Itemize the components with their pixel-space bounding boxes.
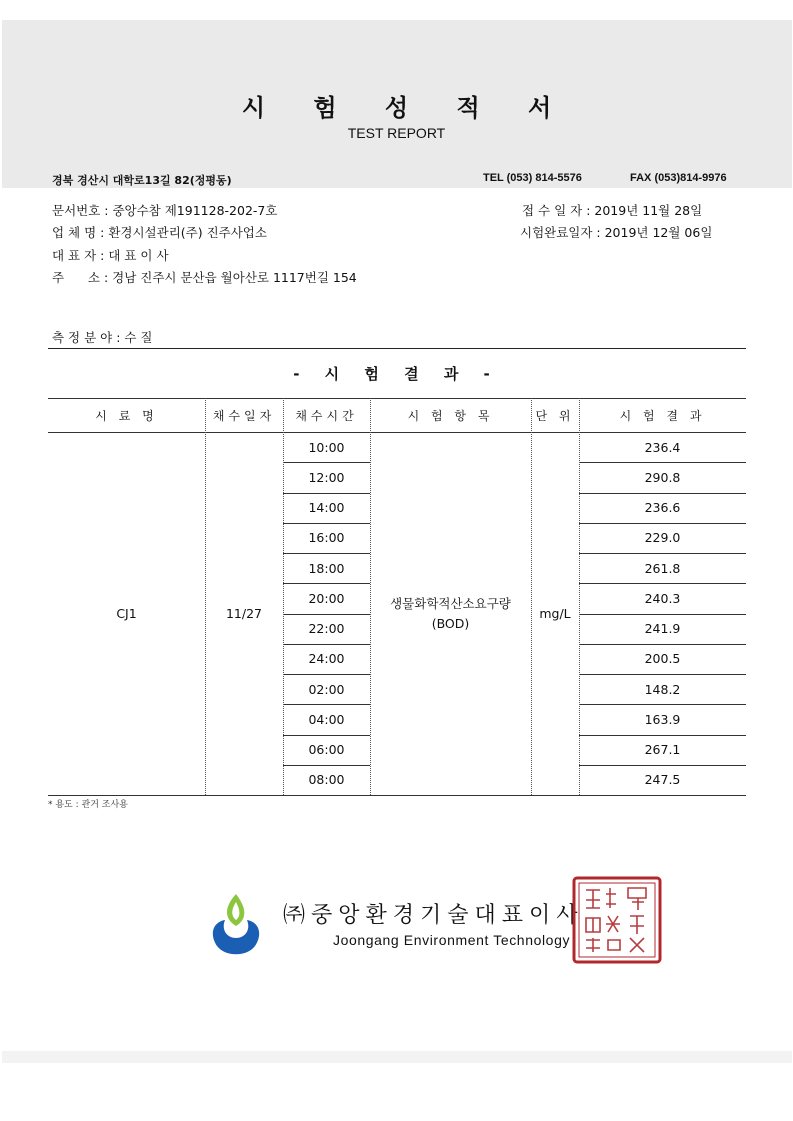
company-name-en: Joongang Environment Technology bbox=[333, 932, 571, 948]
lab-tel: TEL (053) 814-5576 bbox=[483, 172, 582, 184]
column-header: 시 험 결 과 bbox=[619, 408, 706, 423]
test-item-code: (BOD) bbox=[431, 615, 470, 631]
sampling-time: 06:00 bbox=[308, 742, 345, 758]
company-logo-icon bbox=[205, 890, 267, 960]
column-header: 채수시간 bbox=[295, 408, 358, 423]
lab-fax: FAX (053)814-9976 bbox=[630, 172, 727, 184]
sampling-time: 04:00 bbox=[308, 711, 345, 727]
test-result: 229.0 bbox=[644, 530, 681, 546]
test-result: 163.9 bbox=[644, 711, 681, 727]
report-title-en: TEST REPORT bbox=[347, 125, 446, 141]
test-result: 241.9 bbox=[644, 621, 681, 637]
test-result: 290.8 bbox=[644, 469, 681, 485]
completed-date: 시험완료일자 : 2019년 12월 06일 bbox=[520, 225, 713, 240]
lab-address: 경북 경산시 대학로13길 82(정평동) bbox=[52, 174, 232, 187]
footnote: * 용도 : 관거 조사용 bbox=[48, 800, 128, 810]
client-address: 주 소 : 경남 진주시 문산읍 월아산로 1117번길 154 bbox=[52, 270, 357, 285]
sampling-time: 08:00 bbox=[308, 772, 345, 788]
company-name-ko: ㈜중앙환경기술대표이사 bbox=[283, 903, 584, 928]
sampling-time: 14:00 bbox=[308, 500, 345, 516]
table-bottom-border bbox=[48, 795, 746, 796]
representative: 대 표 자 : 대 표 이 사 bbox=[52, 248, 169, 263]
sampling-time: 12:00 bbox=[308, 469, 345, 485]
test-item bbox=[370, 432, 531, 795]
column-header: 채수일자 bbox=[212, 408, 276, 423]
sampling-time: 22:00 bbox=[308, 621, 345, 637]
sample-name: CJ1 bbox=[116, 606, 137, 621]
measurement-field: 측 정 분 야 : 수 질 bbox=[52, 330, 153, 345]
test-result: 240.3 bbox=[644, 590, 681, 606]
sampling-time: 16:00 bbox=[308, 530, 345, 546]
company-seal-icon bbox=[572, 876, 662, 964]
sampling-time: 10:00 bbox=[308, 439, 345, 455]
section-title: - 시 험 결 과 - bbox=[293, 365, 500, 383]
divider-top bbox=[48, 348, 746, 349]
test-result: 267.1 bbox=[644, 742, 681, 758]
sampling-time: 18:00 bbox=[308, 560, 345, 576]
test-result: 247.5 bbox=[644, 772, 681, 788]
sampling-time: 02:00 bbox=[308, 681, 345, 697]
test-result: 200.5 bbox=[644, 651, 681, 667]
page-bottom-strip bbox=[2, 1051, 792, 1063]
received-date: 접 수 일 자 : 2019년 11월 28일 bbox=[522, 203, 703, 218]
column-header: 단 위 bbox=[535, 408, 575, 423]
company-name: 업 체 명 : 환경시설관리(주) 진주사업소 bbox=[52, 225, 267, 240]
test-result: 261.8 bbox=[644, 560, 681, 576]
test-result: 148.2 bbox=[644, 681, 681, 697]
test-item-name: 생물화학적산소요구량 bbox=[390, 595, 511, 611]
unit: mg/L bbox=[539, 606, 571, 621]
sampling-date: 11/27 bbox=[225, 606, 263, 621]
column-header: 시 료 명 bbox=[95, 408, 158, 423]
doc-number: 문서번호 : 중앙수참 제191128-202-7호 bbox=[52, 203, 278, 218]
sampling-time: 20:00 bbox=[308, 590, 345, 606]
report-title: 시 험 성 적 서 bbox=[241, 94, 572, 122]
test-result: 236.6 bbox=[644, 500, 681, 516]
sampling-time: 24:00 bbox=[308, 651, 345, 667]
column-header: 시 험 항 목 bbox=[407, 408, 494, 423]
test-result: 236.4 bbox=[644, 439, 681, 455]
